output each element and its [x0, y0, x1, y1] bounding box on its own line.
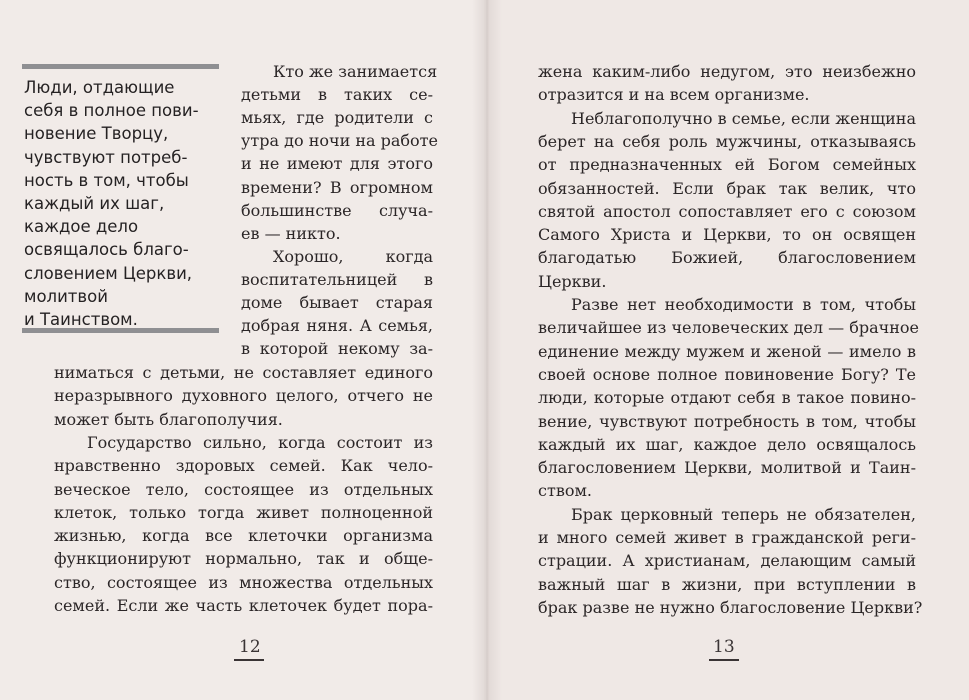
body-line: своей основе полное повиновение Богу? Те: [538, 364, 916, 384]
body-line: единение между мужем и женой — имело в: [538, 341, 916, 361]
body-line: Разве нет необходимости в том, чтобы: [571, 295, 916, 314]
body-line: жена каким-либо недугом, это неизбежно: [538, 62, 916, 81]
body-line: функционируют нормально, так и обще-: [54, 549, 433, 569]
pull-quote-line: каждое дело: [24, 217, 139, 237]
narrow-column-line: Кто же занимается: [273, 62, 438, 81]
pull-quote-line: новение Творцу,: [24, 124, 169, 144]
pull-quote-line: и Таинством.: [24, 310, 138, 329]
narrow-column-line: доме бывает старая: [241, 293, 433, 312]
body-line: Неблагополучно в семье, если женщина: [571, 108, 916, 128]
body-line: важный шаг в жизни, при вступлении в: [538, 574, 916, 594]
pull-quote-line: словением Церкви,: [24, 263, 193, 283]
pull-quote-line: чувствуют потреб-: [24, 147, 188, 167]
page-number-right-underline: [709, 659, 739, 661]
body-line: веческое тело, состоящее из отдельных: [54, 479, 433, 499]
body-line: благословением Церкви, молитвой и Таин-: [538, 458, 916, 478]
page-number-right: 13: [713, 637, 735, 657]
narrow-column-line: мьях, где родители с: [241, 108, 433, 128]
pull-quote-line: себя в полное пови-: [24, 101, 199, 121]
body-line: брак разве не нужно благословение Церкви?: [538, 597, 923, 617]
body-line: ниматься с детьми, не составляет единого: [54, 363, 433, 382]
right-page: [484, 0, 969, 700]
narrow-column-line: и не имеют для этого: [241, 154, 433, 174]
body-line: Брак церковный теперь не обязателен,: [571, 504, 916, 524]
pull-quote-line: Люди, отдающие: [24, 78, 175, 97]
body-line: клеток, только тогда живет полноценной: [54, 502, 433, 522]
body-line: Церкви.: [538, 271, 607, 291]
page-number-left: 12: [239, 637, 261, 657]
pull-quote-line: каждый их шаг,: [24, 194, 165, 213]
pull-quote-line: освящалось благо-: [24, 240, 189, 260]
body-line: Самого Христа и Церкви, то он освящен: [538, 225, 916, 245]
body-line: может быть благополучия.: [54, 409, 283, 429]
body-line: ством.: [538, 481, 592, 501]
narrow-column-line: Хорошо, когда: [273, 246, 433, 266]
body-line: люди, которые отдают себя в такое повино-: [538, 388, 916, 408]
body-line: величайшее из человеческих дел — брачное: [538, 318, 919, 338]
pull-quote-line: молитвой: [24, 286, 108, 306]
body-line: отразится и на всем организме.: [538, 85, 810, 105]
narrow-column-line: детьми в таких се-: [241, 85, 433, 105]
body-line: каждый их шаг, каждое дело освящалось: [538, 434, 916, 454]
narrow-column-line: времени? В огромном: [241, 177, 433, 197]
narrow-column-line: ев — никто.: [241, 223, 341, 243]
pull-quote-line: ность в том, чтобы: [24, 170, 189, 190]
body-line: нравственно здоровых семей. Как чело-: [54, 456, 433, 476]
narrow-column-line: добрая няня. А семья,: [241, 316, 433, 336]
body-line: семей. Если же часть клеточек будет пора-: [54, 596, 433, 615]
body-line: вение, чувствуют потребность в том, чтобы: [538, 411, 916, 431]
body-line: обязанностей. Если брак так велик, что: [538, 178, 916, 198]
narrow-column-line: утра до ночи на работе: [241, 131, 438, 151]
body-line: Государство сильно, когда состоит из: [87, 432, 433, 452]
left-page: [0, 0, 484, 700]
body-line: неразрывного духовного целого, отчего не: [54, 386, 433, 406]
page-number-left-underline: [234, 659, 264, 661]
body-line: ство, состоящее из множества отдельных: [54, 572, 433, 592]
narrow-column-line: в которой некому за-: [241, 339, 433, 359]
body-line: благодатью Божией, благословением: [538, 248, 916, 268]
book-gutter: [472, 0, 502, 700]
pull-quote-top-rule: [22, 64, 219, 69]
body-line: от предназначенных ей Богом семейных: [538, 155, 916, 175]
narrow-column-line: большинстве случа-: [241, 200, 433, 220]
narrow-column-line: воспитательницей в: [241, 269, 433, 289]
body-line: жизнью, когда все клеточки организма: [54, 526, 433, 546]
body-line: берет на себя роль мужчины, отказываясь: [538, 131, 916, 151]
body-line: и много семей живет в гражданской реги-: [538, 528, 916, 547]
body-line: святой апостол сопоставляет его с союзом: [538, 201, 916, 221]
body-line: страции. А христианам, делающим самый: [538, 551, 916, 571]
